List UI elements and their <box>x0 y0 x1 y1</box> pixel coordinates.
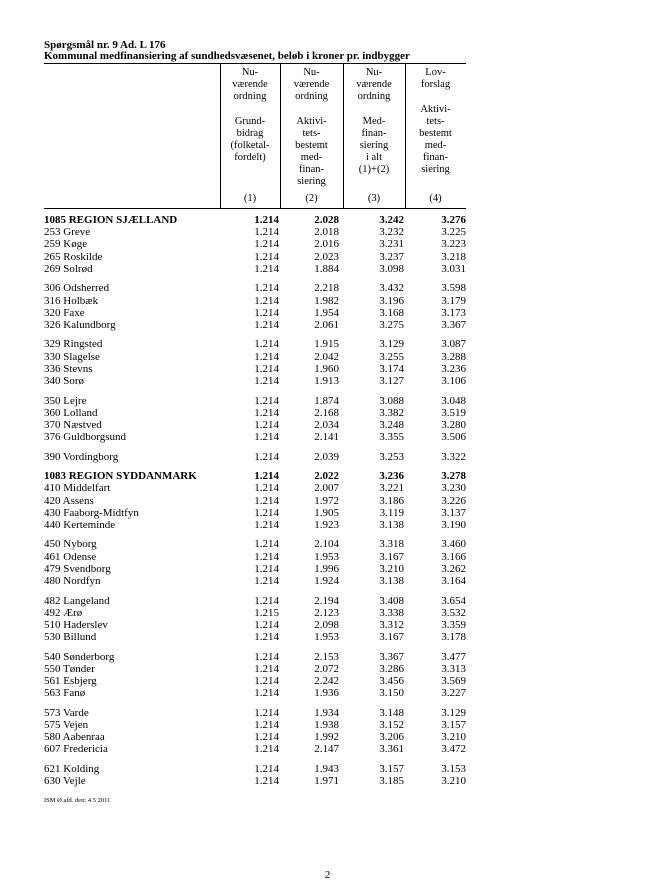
cell-i-alt: 3.232 <box>379 226 404 239</box>
municipality-row <box>44 631 466 643</box>
cell-aktivitet: 2.034 <box>314 418 339 431</box>
cell-i-alt: 3.456 <box>379 675 404 687</box>
cell-lovforslag: 3.179 <box>441 294 466 307</box>
cell-grundbidrag: 1.214 <box>254 687 279 700</box>
cell-aktivitet: 1.992 <box>314 731 339 744</box>
cell-aktivitet: 1.982 <box>314 294 339 307</box>
municipality-row <box>44 226 466 238</box>
cell-aktivitet: 2.153 <box>314 650 339 663</box>
cell-grundbidrag: 1.214 <box>254 662 279 675</box>
municipality-name: 482 Langeland <box>44 594 110 607</box>
municipality-row <box>44 763 466 775</box>
cell-grundbidrag: 1.214 <box>254 318 279 331</box>
cell-aktivitet: 2.194 <box>314 594 339 607</box>
cell-aktivitet: 2.022 <box>314 470 339 483</box>
cell-i-alt: 3.152 <box>379 718 404 731</box>
municipality-name: 563 Fanø <box>44 687 86 700</box>
cell-i-alt: 3.210 <box>379 562 404 575</box>
cell-i-alt: 3.432 <box>379 282 404 295</box>
cell-i-alt: 3.138 <box>379 518 404 531</box>
cell-aktivitet: 2.141 <box>314 431 339 444</box>
cell-grundbidrag: 1.214 <box>254 550 279 563</box>
cell-aktivitet: 2.218 <box>314 282 339 295</box>
cell-lovforslag: 3.226 <box>441 494 466 507</box>
cell-aktivitet: 2.018 <box>314 226 339 239</box>
municipality-row <box>44 607 466 619</box>
municipality-name: 390 Vordingborg <box>44 450 119 463</box>
cell-aktivitet: 2.242 <box>314 675 339 687</box>
municipality-row <box>44 395 466 407</box>
municipality-row <box>44 731 466 743</box>
municipality-name: 1083 REGION SYDDANMARK <box>44 470 197 483</box>
cell-lovforslag: 3.280 <box>441 418 466 431</box>
region-row <box>44 470 466 482</box>
cell-grundbidrag: 1.214 <box>254 282 279 295</box>
cell-i-alt: 3.206 <box>379 731 404 744</box>
cell-i-alt: 3.157 <box>379 762 404 775</box>
cell-grundbidrag: 1.214 <box>254 594 279 607</box>
cell-i-alt: 3.231 <box>379 238 404 251</box>
cell-lovforslag: 3.178 <box>441 631 466 644</box>
municipality-name: 420 Assens <box>44 494 94 507</box>
cell-i-alt: 3.338 <box>379 606 404 619</box>
municipality-row <box>44 307 466 319</box>
column-number: (4) <box>429 193 442 204</box>
cell-grundbidrag: 1.214 <box>254 482 279 495</box>
cell-grundbidrag: 1.214 <box>254 238 279 251</box>
cell-lovforslag: 3.157 <box>441 718 466 731</box>
cell-aktivitet: 1.953 <box>314 631 339 644</box>
page-number: 2 <box>324 869 331 881</box>
municipality-row <box>44 651 466 663</box>
cell-i-alt: 3.174 <box>379 362 404 375</box>
cell-aktivitet: 2.042 <box>314 350 339 363</box>
cell-grundbidrag: 1.214 <box>254 226 279 239</box>
cell-i-alt: 3.119 <box>379 506 404 519</box>
municipality-row <box>44 238 466 250</box>
cell-i-alt: 3.098 <box>379 262 404 275</box>
municipality-row <box>44 282 466 294</box>
municipality-row <box>44 687 466 699</box>
cell-lovforslag: 3.276 <box>441 214 466 226</box>
cell-grundbidrag: 1.214 <box>254 431 279 444</box>
municipality-name: 265 Roskilde <box>44 250 103 263</box>
municipality-name: 575 Vejen <box>44 718 89 731</box>
column-header-sub: Med- finan- siering i alt (1)+(2) <box>358 116 390 175</box>
cell-lovforslag: 3.031 <box>441 262 466 275</box>
municipality-name: 440 Kerteminde <box>44 518 116 531</box>
cell-aktivitet: 2.028 <box>314 214 339 226</box>
cell-i-alt: 3.088 <box>379 394 404 407</box>
cell-i-alt: 3.237 <box>379 250 404 263</box>
municipality-name: 630 Vejle <box>44 775 86 787</box>
municipality-name: 376 Guldborgsund <box>44 431 126 444</box>
cell-i-alt: 3.127 <box>379 375 404 387</box>
municipality-name: 329 Ringsted <box>44 338 103 351</box>
cell-grundbidrag: 1.214 <box>254 775 279 787</box>
cell-lovforslag: 3.106 <box>441 375 466 387</box>
cell-lovforslag: 3.223 <box>441 238 466 251</box>
cell-lovforslag: 3.236 <box>441 362 466 375</box>
cell-i-alt: 3.148 <box>379 706 404 719</box>
header-bottom-rule <box>44 208 466 209</box>
cell-aktivitet: 2.072 <box>314 662 339 675</box>
municipality-row <box>44 538 466 550</box>
municipality-row <box>44 563 466 575</box>
municipality-name: 479 Svendborg <box>44 562 111 575</box>
cell-aktivitet: 2.061 <box>314 318 339 331</box>
cell-aktivitet: 1.923 <box>314 518 339 531</box>
cell-i-alt: 3.242 <box>379 214 404 226</box>
column-header-sub: Grund- bidrag (folketal- fordelt) <box>230 116 270 163</box>
cell-lovforslag: 3.218 <box>441 250 466 263</box>
municipality-name: 320 Faxe <box>44 306 85 319</box>
municipality-row <box>44 451 466 463</box>
municipality-row <box>44 507 466 519</box>
cell-i-alt: 3.248 <box>379 418 404 431</box>
cell-lovforslag: 3.129 <box>441 706 466 719</box>
cell-i-alt: 3.355 <box>379 431 404 444</box>
municipality-name: 259 Køge <box>44 238 88 251</box>
municipality-row <box>44 419 466 431</box>
cell-aktivitet: 1.996 <box>314 562 339 575</box>
question-title: Spørgsmål nr. 9 Ad. L 176 <box>44 39 166 51</box>
cell-aktivitet: 1.938 <box>314 718 339 731</box>
cell-lovforslag: 3.367 <box>441 318 466 331</box>
municipality-name: 480 Nordfyn <box>44 575 101 587</box>
cell-i-alt: 3.286 <box>379 662 404 675</box>
cell-aktivitet: 1.934 <box>314 706 339 719</box>
column-header-top: Nu- værende ordning <box>356 67 392 102</box>
cell-grundbidrag: 1.214 <box>254 362 279 375</box>
cell-lovforslag: 3.225 <box>441 226 466 239</box>
municipality-row <box>44 707 466 719</box>
cell-i-alt: 3.382 <box>379 406 404 419</box>
municipality-row <box>44 351 466 363</box>
cell-grundbidrag: 1.214 <box>254 650 279 663</box>
table-title: Kommunal medfinansiering af sundhedsvæsenet, beløb i kroner pr. indbygger <box>44 50 410 62</box>
municipality-name: 430 Faaborg-Midtfyn <box>44 506 139 519</box>
cell-grundbidrag: 1.214 <box>254 743 279 756</box>
cell-lovforslag: 3.230 <box>441 482 466 495</box>
municipality-row <box>44 375 466 387</box>
cell-aktivitet: 2.039 <box>314 450 339 463</box>
municipality-name: 360 Lolland <box>44 406 98 419</box>
cell-lovforslag: 3.190 <box>441 518 466 531</box>
municipality-row <box>44 363 466 375</box>
municipality-row <box>44 251 466 263</box>
cell-aktivitet: 1.884 <box>314 262 339 275</box>
municipality-row <box>44 619 466 631</box>
cell-lovforslag: 3.288 <box>441 350 466 363</box>
municipality-name: 326 Kalundborg <box>44 318 116 331</box>
municipality-row <box>44 295 466 307</box>
cell-aktivitet: 1.972 <box>314 494 339 507</box>
column-header-sub: Aktivi- tets- bestemt med- finan- siering <box>419 104 452 175</box>
cell-aktivitet: 2.147 <box>314 743 339 756</box>
cell-i-alt: 3.186 <box>379 494 404 507</box>
municipality-name: 336 Stevns <box>44 362 93 375</box>
municipality-name: 306 Odsherred <box>44 282 110 295</box>
cell-i-alt: 3.129 <box>379 338 404 351</box>
municipality-row <box>44 595 466 607</box>
cell-aktivitet: 1.953 <box>314 550 339 563</box>
cell-grundbidrag: 1.214 <box>254 406 279 419</box>
municipality-row <box>44 775 466 787</box>
municipality-name: 580 Aabenraa <box>44 731 105 744</box>
cell-aktivitet: 2.168 <box>314 406 339 419</box>
column-header-top: Nu- værende ordning <box>232 67 268 102</box>
cell-i-alt: 3.167 <box>379 631 404 644</box>
column-header-top: Nu- værende ordning <box>293 67 330 102</box>
cell-lovforslag: 3.477 <box>441 650 466 663</box>
municipality-name: 330 Slagelse <box>44 350 100 363</box>
cell-i-alt: 3.255 <box>379 350 404 363</box>
cell-grundbidrag: 1.214 <box>254 470 279 483</box>
cell-grundbidrag: 1.214 <box>254 375 279 387</box>
cell-aktivitet: 1.915 <box>314 338 339 351</box>
source-note: ISM Ø.afd. den: 4 5 2011 <box>44 797 111 804</box>
cell-grundbidrag: 1.214 <box>254 294 279 307</box>
cell-aktivitet: 2.023 <box>314 250 339 263</box>
cell-lovforslag: 3.210 <box>441 775 466 787</box>
cell-i-alt: 3.318 <box>379 538 404 551</box>
cell-grundbidrag: 1.214 <box>254 306 279 319</box>
municipality-name: 410 Middelfart <box>44 482 111 495</box>
municipality-row <box>44 743 466 755</box>
cell-i-alt: 3.168 <box>379 306 404 319</box>
cell-lovforslag: 3.472 <box>441 743 466 756</box>
cell-aktivitet: 1.936 <box>314 687 339 700</box>
cell-i-alt: 3.221 <box>379 482 404 495</box>
municipality-name: 607 Fredericia <box>44 743 108 756</box>
cell-aktivitet: 2.098 <box>314 618 339 631</box>
cell-lovforslag: 3.460 <box>441 538 466 551</box>
cell-lovforslag: 3.164 <box>441 575 466 587</box>
column-number: (3) <box>367 193 381 204</box>
cell-i-alt: 3.408 <box>379 594 404 607</box>
municipality-name: 461 Odense <box>44 550 97 563</box>
cell-grundbidrag: 1.214 <box>254 562 279 575</box>
municipality-name: 621 Kolding <box>44 762 100 775</box>
cell-i-alt: 3.185 <box>379 775 404 787</box>
cell-grundbidrag: 1.214 <box>254 631 279 644</box>
municipality-row <box>44 482 466 494</box>
cell-lovforslag: 3.137 <box>441 506 466 519</box>
municipality-name: 450 Nyborg <box>44 538 97 551</box>
municipality-name: 492 Ærø <box>44 606 83 619</box>
municipality-row <box>44 575 466 587</box>
cell-lovforslag: 3.532 <box>441 606 466 619</box>
municipality-name: 561 Esbjerg <box>44 675 97 687</box>
cell-grundbidrag: 1.214 <box>254 394 279 407</box>
cell-grundbidrag: 1.214 <box>254 418 279 431</box>
municipality-row <box>44 431 466 443</box>
cell-lovforslag: 3.173 <box>441 306 466 319</box>
cell-grundbidrag: 1.214 <box>254 350 279 363</box>
cell-grundbidrag: 1.215 <box>254 606 279 619</box>
municipality-row <box>44 519 466 531</box>
municipality-row <box>44 495 466 507</box>
cell-aktivitet: 1.960 <box>314 362 339 375</box>
cell-aktivitet: 2.123 <box>314 606 339 619</box>
cell-i-alt: 3.167 <box>379 550 404 563</box>
region-row <box>44 214 466 226</box>
municipality-name: 253 Greve <box>44 226 91 239</box>
cell-aktivitet: 1.971 <box>314 775 339 787</box>
column-header-sub: Aktivi- tets- bestemt med- finan- siering <box>295 116 328 187</box>
cell-grundbidrag: 1.214 <box>254 250 279 263</box>
municipality-name: 350 Lejre <box>44 394 87 407</box>
cell-lovforslag: 3.087 <box>441 338 466 351</box>
cell-i-alt: 3.361 <box>379 743 404 756</box>
cell-lovforslag: 3.359 <box>441 618 466 631</box>
cell-aktivitet: 1.924 <box>314 575 339 587</box>
column-header-top: Lov- forslag <box>420 67 451 90</box>
cell-i-alt: 3.138 <box>379 575 404 587</box>
cell-aktivitet: 1.905 <box>314 506 339 519</box>
cell-i-alt: 3.236 <box>379 470 404 483</box>
municipality-row <box>44 263 466 275</box>
cell-grundbidrag: 1.214 <box>254 618 279 631</box>
cell-aktivitet: 1.874 <box>314 394 339 407</box>
cell-grundbidrag: 1.214 <box>254 706 279 719</box>
cell-grundbidrag: 1.214 <box>254 762 279 775</box>
cell-i-alt: 3.150 <box>379 687 404 700</box>
municipality-row <box>44 551 466 563</box>
cell-aktivitet: 2.007 <box>314 482 339 495</box>
cell-aktivitet: 1.954 <box>314 306 339 319</box>
municipality-name: 370 Næstved <box>44 418 102 431</box>
cell-grundbidrag: 1.214 <box>254 262 279 275</box>
municipality-name: 550 Tønder <box>44 662 95 675</box>
municipality-name: 540 Sønderborg <box>44 650 115 663</box>
cell-grundbidrag: 1.214 <box>254 494 279 507</box>
cell-lovforslag: 3.654 <box>441 594 466 607</box>
cell-i-alt: 3.196 <box>379 294 404 307</box>
cell-lovforslag: 3.313 <box>441 662 466 675</box>
cell-lovforslag: 3.598 <box>441 282 466 295</box>
municipality-name: 316 Holbæk <box>44 294 99 307</box>
cell-lovforslag: 3.322 <box>441 450 466 463</box>
cell-lovforslag: 3.262 <box>441 562 466 575</box>
cell-grundbidrag: 1.214 <box>254 338 279 351</box>
cell-grundbidrag: 1.214 <box>254 518 279 531</box>
cell-grundbidrag: 1.214 <box>254 675 279 687</box>
cell-grundbidrag: 1.214 <box>254 538 279 551</box>
municipality-name: 1085 REGION SJÆLLAND <box>44 214 178 226</box>
cell-lovforslag: 3.153 <box>441 762 466 775</box>
cell-lovforslag: 3.166 <box>441 550 466 563</box>
cell-lovforslag: 3.278 <box>441 470 466 483</box>
cell-i-alt: 3.253 <box>379 450 404 463</box>
cell-i-alt: 3.367 <box>379 650 404 663</box>
cell-aktivitet: 2.016 <box>314 238 339 251</box>
municipality-row <box>44 675 466 687</box>
cell-lovforslag: 3.048 <box>441 394 466 407</box>
column-number: (2) <box>305 193 318 204</box>
cell-aktivitet: 2.104 <box>314 538 339 551</box>
cell-aktivitet: 1.913 <box>314 375 339 387</box>
column-number: (1) <box>243 193 257 204</box>
municipality-row <box>44 719 466 731</box>
cell-lovforslag: 3.227 <box>441 687 466 700</box>
cell-grundbidrag: 1.214 <box>254 506 279 519</box>
cell-i-alt: 3.312 <box>379 618 404 631</box>
cell-lovforslag: 3.210 <box>441 731 466 744</box>
cell-grundbidrag: 1.214 <box>254 214 279 226</box>
municipality-row <box>44 319 466 331</box>
municipality-name: 269 Solrød <box>44 262 93 275</box>
municipality-name: 510 Haderslev <box>44 618 108 631</box>
cell-lovforslag: 3.506 <box>441 431 466 444</box>
municipality-row <box>44 663 466 675</box>
municipality-name: 530 Billund <box>44 631 97 644</box>
cell-aktivitet: 1.943 <box>314 762 339 775</box>
cell-lovforslag: 3.569 <box>441 675 466 687</box>
cell-lovforslag: 3.519 <box>441 406 466 419</box>
cell-grundbidrag: 1.214 <box>254 731 279 744</box>
table-top-rule <box>44 63 466 64</box>
municipality-name: 340 Sorø <box>44 375 85 387</box>
cell-grundbidrag: 1.214 <box>254 575 279 587</box>
cell-grundbidrag: 1.214 <box>254 450 279 463</box>
cell-grundbidrag: 1.214 <box>254 718 279 731</box>
cell-i-alt: 3.275 <box>379 318 404 331</box>
municipality-name: 573 Varde <box>44 706 89 719</box>
municipality-row <box>44 407 466 419</box>
municipality-row <box>44 338 466 350</box>
